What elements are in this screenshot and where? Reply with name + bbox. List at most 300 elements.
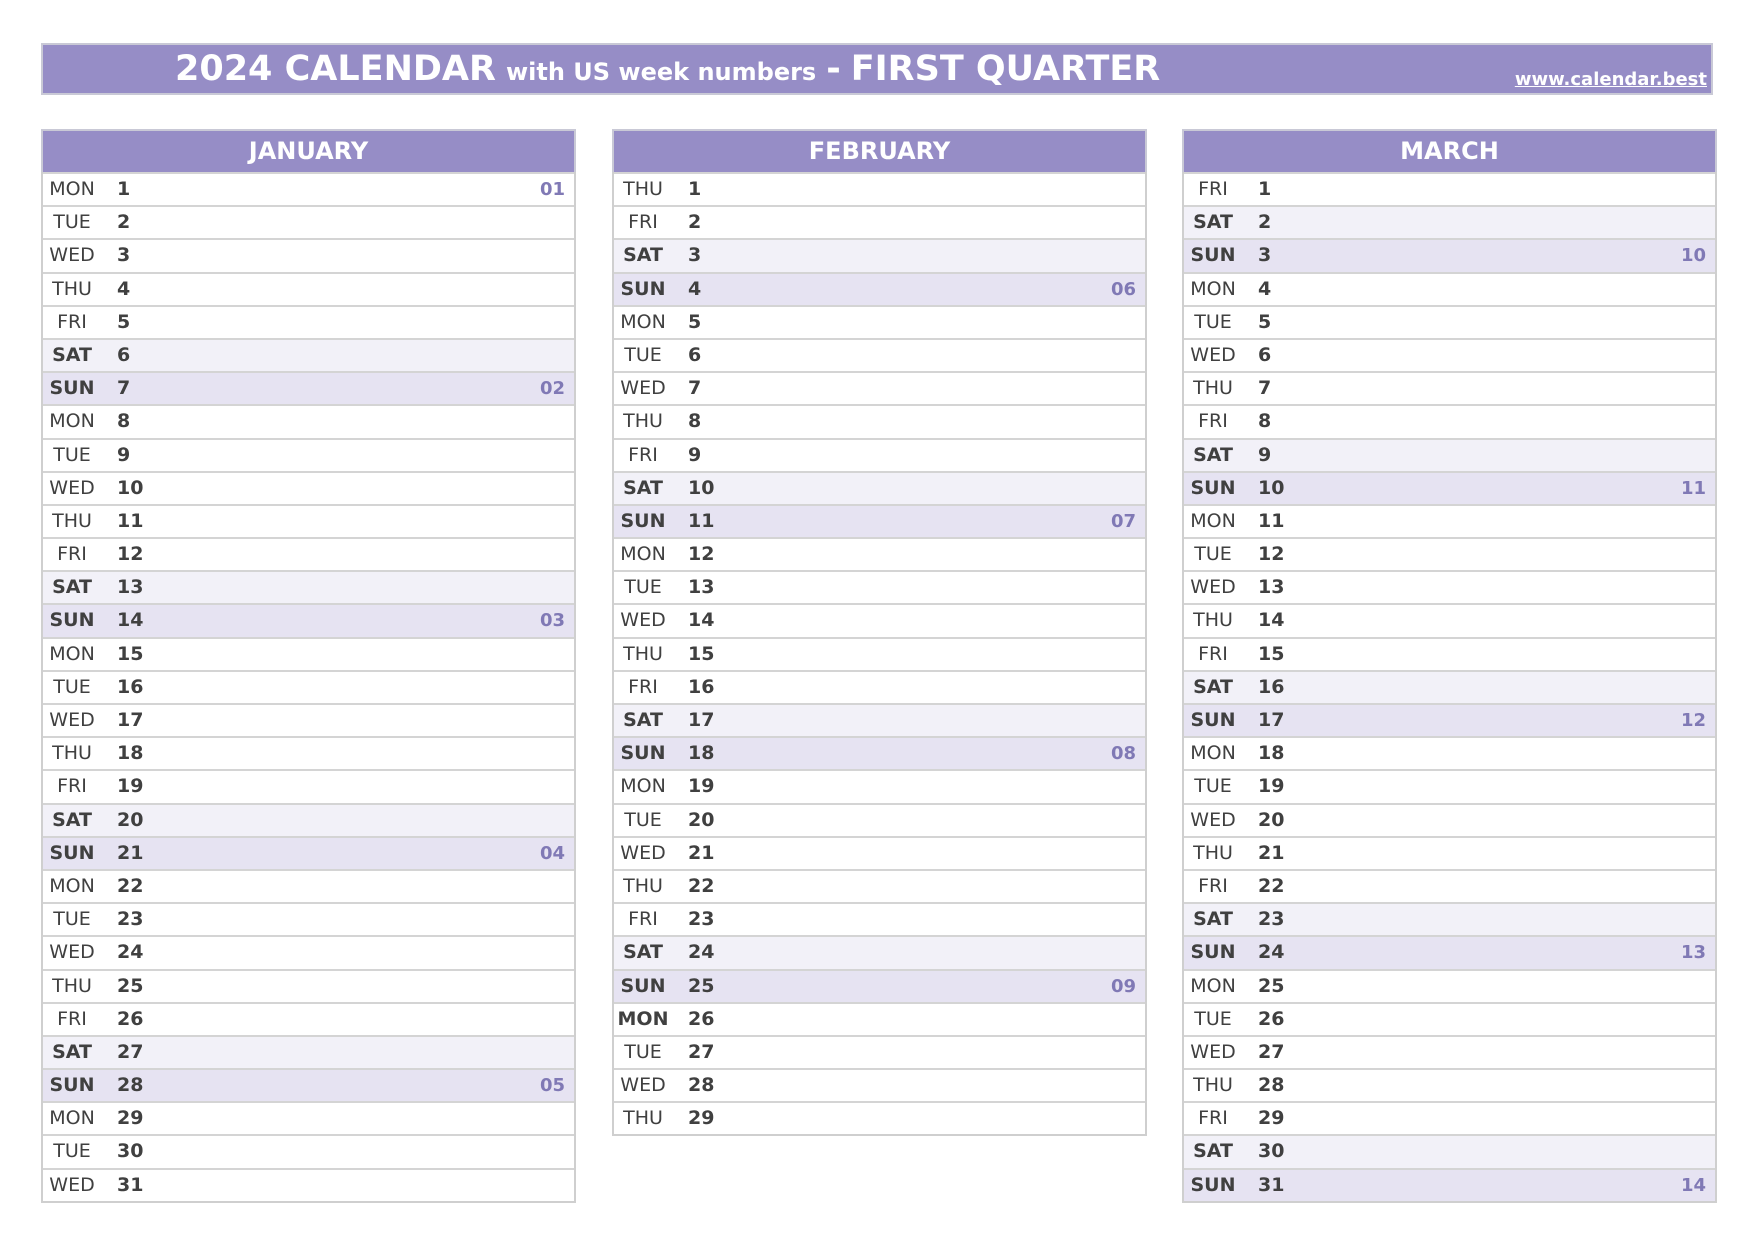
day-row bbox=[614, 404, 1145, 437]
weekday-label: FRI bbox=[1198, 642, 1228, 665]
weekday-label: WED bbox=[49, 709, 95, 731]
day-row bbox=[43, 1068, 574, 1101]
day-number: 8 bbox=[117, 410, 131, 433]
day-row bbox=[43, 1035, 574, 1068]
day-number: 13 bbox=[117, 576, 144, 599]
day-row bbox=[43, 1134, 574, 1167]
day-row bbox=[1184, 1134, 1715, 1167]
weekday-label: FRI bbox=[628, 675, 658, 698]
day-number: 31 bbox=[117, 1173, 144, 1196]
day-row bbox=[43, 902, 574, 935]
day-row bbox=[614, 902, 1145, 935]
day-row bbox=[43, 670, 574, 703]
day-row bbox=[1184, 504, 1715, 537]
weekday-label: SUN bbox=[49, 1074, 95, 1097]
day-number: 30 bbox=[1258, 1140, 1285, 1163]
day-row bbox=[1184, 637, 1715, 670]
day-row bbox=[43, 471, 574, 504]
week-number: 12 bbox=[1680, 710, 1706, 731]
day-row bbox=[1184, 803, 1715, 836]
weekday-label: MON bbox=[1190, 742, 1236, 765]
day-number: 6 bbox=[688, 343, 702, 366]
weekday-label: WED bbox=[1190, 576, 1236, 599]
title-dash: - bbox=[826, 49, 841, 89]
day-number: 4 bbox=[117, 277, 131, 300]
day-row bbox=[43, 736, 574, 769]
day-list bbox=[1182, 172, 1717, 1203]
weekday-label: THU bbox=[623, 410, 663, 433]
day-number: 30 bbox=[117, 1140, 144, 1163]
day-number: 24 bbox=[117, 941, 144, 964]
day-number: 14 bbox=[117, 609, 144, 632]
day-number: 15 bbox=[117, 642, 144, 665]
weekday-label: SUN bbox=[620, 974, 666, 997]
weekday-label: THU bbox=[623, 1107, 663, 1130]
month-march bbox=[1182, 129, 1717, 1203]
week-number: 08 bbox=[1110, 743, 1136, 765]
day-number: 9 bbox=[688, 443, 702, 466]
day-row bbox=[614, 1068, 1145, 1101]
day-number: 6 bbox=[117, 343, 131, 366]
weekday-label: MON bbox=[1190, 974, 1236, 997]
day-row bbox=[1184, 238, 1715, 271]
day-number: 26 bbox=[117, 1007, 144, 1030]
week-number: 02 bbox=[539, 378, 565, 400]
day-row bbox=[43, 338, 574, 371]
day-number: 27 bbox=[117, 1040, 144, 1063]
weekday-label: TUE bbox=[624, 1040, 662, 1063]
day-row bbox=[1184, 537, 1715, 570]
title-quarter: FIRST QUARTER bbox=[850, 49, 1161, 89]
day-number: 1 bbox=[117, 178, 131, 200]
weekday-label: TUE bbox=[53, 1140, 91, 1163]
day-number: 15 bbox=[688, 642, 715, 665]
weekday-label: FRI bbox=[628, 908, 658, 931]
weekday-label: FRI bbox=[57, 1007, 87, 1030]
weekday-label: SAT bbox=[623, 709, 663, 731]
weekday-label: TUE bbox=[53, 675, 91, 698]
day-number: 21 bbox=[117, 841, 144, 864]
day-row bbox=[43, 305, 574, 338]
day-number: 20 bbox=[688, 808, 715, 831]
day-number: 11 bbox=[1258, 509, 1285, 532]
weekday-label: TUE bbox=[624, 343, 662, 366]
day-row bbox=[614, 1002, 1145, 1035]
day-row bbox=[614, 769, 1145, 802]
weekday-label: MON bbox=[620, 775, 666, 798]
weekday-label: FRI bbox=[1198, 874, 1228, 897]
weekday-label: MON bbox=[620, 310, 666, 333]
weekday-label: FRI bbox=[628, 443, 658, 466]
weekday-label: SAT bbox=[623, 476, 663, 499]
day-number: 22 bbox=[688, 874, 715, 897]
weekday-label: SUN bbox=[49, 841, 95, 864]
day-number: 10 bbox=[688, 476, 715, 499]
weekday-label: WED bbox=[620, 1074, 666, 1097]
day-number: 16 bbox=[1258, 675, 1285, 698]
day-number: 10 bbox=[1258, 476, 1285, 499]
day-number: 3 bbox=[688, 244, 702, 267]
day-number: 5 bbox=[1258, 310, 1272, 333]
week-number: 06 bbox=[1110, 278, 1136, 300]
day-row bbox=[43, 272, 574, 305]
day-number: 25 bbox=[1258, 974, 1285, 997]
weekday-label: WED bbox=[620, 841, 666, 864]
day-row bbox=[614, 504, 1145, 537]
weekday-label: SAT bbox=[52, 1040, 92, 1063]
week-number: 04 bbox=[539, 842, 565, 864]
weekday-label: FRI bbox=[1198, 178, 1228, 200]
weekday-label: WED bbox=[1190, 808, 1236, 831]
day-number: 25 bbox=[117, 974, 144, 997]
weekday-label: FRI bbox=[1198, 1107, 1228, 1130]
weekday-label: SAT bbox=[1193, 908, 1233, 931]
weekday-label: TUE bbox=[53, 908, 91, 931]
week-number: 14 bbox=[1680, 1174, 1706, 1196]
day-number: 12 bbox=[117, 543, 144, 566]
weekday-label: FRI bbox=[628, 211, 658, 234]
weekday-label: SUN bbox=[620, 509, 666, 532]
day-row bbox=[1184, 570, 1715, 603]
day-number: 28 bbox=[117, 1074, 144, 1097]
day-row bbox=[43, 603, 574, 636]
day-number: 3 bbox=[1258, 244, 1272, 267]
day-row bbox=[43, 404, 574, 437]
weekday-label: SUN bbox=[1190, 244, 1236, 267]
day-row bbox=[1184, 471, 1715, 504]
day-row bbox=[43, 537, 574, 570]
weekday-label: THU bbox=[623, 874, 663, 897]
weekday-label: THU bbox=[52, 742, 92, 765]
day-number: 24 bbox=[688, 941, 715, 964]
weekday-label: SAT bbox=[52, 808, 92, 831]
day-number: 28 bbox=[688, 1074, 715, 1097]
day-row bbox=[614, 172, 1145, 205]
day-number: 26 bbox=[1258, 1007, 1285, 1030]
day-row bbox=[614, 537, 1145, 570]
weekday-label: WED bbox=[49, 476, 95, 499]
day-row bbox=[1184, 603, 1715, 636]
weekday-label: WED bbox=[620, 377, 666, 400]
day-row bbox=[614, 969, 1145, 1002]
day-row bbox=[43, 1101, 574, 1134]
weekday-label: TUE bbox=[1194, 543, 1232, 566]
weekday-label: WED bbox=[49, 941, 95, 964]
day-row bbox=[614, 438, 1145, 471]
day-number: 19 bbox=[1258, 775, 1285, 798]
week-number: 09 bbox=[1110, 975, 1136, 997]
day-number: 1 bbox=[688, 178, 702, 200]
day-number: 22 bbox=[1258, 874, 1285, 897]
weekday-label: SUN bbox=[49, 377, 95, 400]
day-row bbox=[1184, 869, 1715, 902]
website-link[interactable]: www.calendar.best bbox=[1514, 69, 1707, 90]
day-row bbox=[43, 1002, 574, 1035]
day-row bbox=[1184, 272, 1715, 305]
weekday-label: MON bbox=[1190, 509, 1236, 532]
weekday-label: THU bbox=[623, 178, 663, 200]
weekday-label: SAT bbox=[52, 343, 92, 366]
weekday-label: SAT bbox=[1193, 1140, 1233, 1163]
day-row bbox=[614, 869, 1145, 902]
weekday-label: FRI bbox=[1198, 410, 1228, 433]
day-row bbox=[614, 1035, 1145, 1068]
weekday-label: SAT bbox=[1193, 443, 1233, 466]
day-number: 23 bbox=[117, 908, 144, 931]
weekday-label: FRI bbox=[57, 543, 87, 566]
weekday-label: TUE bbox=[53, 211, 91, 234]
day-number: 16 bbox=[117, 675, 144, 698]
day-row bbox=[614, 205, 1145, 238]
day-number: 29 bbox=[117, 1107, 144, 1130]
weekday-label: SAT bbox=[623, 244, 663, 267]
day-number: 8 bbox=[688, 410, 702, 433]
day-row bbox=[1184, 305, 1715, 338]
title-subtitle: with US week numbers bbox=[505, 58, 817, 86]
day-number: 3 bbox=[117, 244, 131, 267]
day-row bbox=[43, 803, 574, 836]
day-row bbox=[1184, 172, 1715, 205]
day-number: 27 bbox=[1258, 1040, 1285, 1063]
weekday-label: WED bbox=[1190, 343, 1236, 366]
day-row bbox=[614, 803, 1145, 836]
day-row bbox=[43, 172, 574, 205]
day-row bbox=[1184, 1101, 1715, 1134]
weekday-label: MON bbox=[49, 178, 95, 200]
day-row bbox=[1184, 371, 1715, 404]
day-row bbox=[1184, 1168, 1715, 1201]
day-row bbox=[614, 238, 1145, 271]
day-row bbox=[614, 935, 1145, 968]
day-row bbox=[614, 603, 1145, 636]
weekday-label: THU bbox=[52, 974, 92, 997]
weekday-label: TUE bbox=[1194, 1007, 1232, 1030]
day-number: 23 bbox=[688, 908, 715, 931]
weekday-label: TUE bbox=[1194, 310, 1232, 333]
month-february bbox=[612, 129, 1147, 1136]
title-main: 2024 CALENDAR bbox=[175, 49, 496, 89]
weekday-label: SUN bbox=[49, 609, 95, 632]
weekday-label: TUE bbox=[624, 576, 662, 599]
day-number: 26 bbox=[688, 1007, 715, 1030]
day-list bbox=[612, 172, 1147, 1136]
day-number: 5 bbox=[688, 310, 702, 333]
weekday-label: TUE bbox=[624, 808, 662, 831]
weekday-label: THU bbox=[1193, 377, 1233, 400]
weekday-label: MON bbox=[49, 642, 95, 665]
day-number: 4 bbox=[1258, 277, 1272, 300]
day-number: 7 bbox=[1258, 377, 1272, 400]
day-number: 23 bbox=[1258, 908, 1285, 931]
day-row bbox=[43, 637, 574, 670]
page-title bbox=[175, 45, 1160, 93]
day-number: 14 bbox=[688, 609, 715, 632]
day-row bbox=[43, 935, 574, 968]
week-number: 05 bbox=[539, 1075, 565, 1097]
weekday-label: THU bbox=[1193, 609, 1233, 632]
day-row bbox=[614, 471, 1145, 504]
day-number: 12 bbox=[1258, 543, 1285, 566]
weekday-label: THU bbox=[52, 277, 92, 300]
day-number: 7 bbox=[117, 377, 131, 400]
weekday-label: WED bbox=[49, 1173, 95, 1196]
day-list bbox=[41, 172, 576, 1203]
day-number: 29 bbox=[1258, 1107, 1285, 1130]
day-number: 21 bbox=[688, 841, 715, 864]
weekday-label: SAT bbox=[52, 576, 92, 599]
day-number: 29 bbox=[688, 1107, 715, 1130]
day-row bbox=[1184, 205, 1715, 238]
month-january bbox=[41, 129, 576, 1203]
day-row bbox=[43, 769, 574, 802]
day-number: 22 bbox=[117, 874, 144, 897]
day-row bbox=[43, 869, 574, 902]
day-row bbox=[614, 272, 1145, 305]
day-number: 27 bbox=[688, 1040, 715, 1063]
day-row bbox=[1184, 969, 1715, 1002]
day-row bbox=[1184, 404, 1715, 437]
day-row bbox=[614, 338, 1145, 371]
day-number: 19 bbox=[117, 775, 144, 798]
weekday-label: SUN bbox=[620, 742, 666, 765]
day-number: 11 bbox=[688, 509, 715, 532]
day-row bbox=[1184, 769, 1715, 802]
day-number: 31 bbox=[1258, 1173, 1285, 1196]
weekday-label: TUE bbox=[1194, 775, 1232, 798]
weekday-label: FRI bbox=[57, 310, 87, 333]
day-number: 21 bbox=[1258, 841, 1285, 864]
day-row bbox=[614, 371, 1145, 404]
weekday-label: SUN bbox=[1190, 709, 1236, 731]
week-number: 11 bbox=[1680, 477, 1706, 499]
day-row bbox=[614, 703, 1145, 736]
day-row bbox=[43, 238, 574, 271]
day-number: 28 bbox=[1258, 1074, 1285, 1097]
day-number: 20 bbox=[117, 808, 144, 831]
day-row bbox=[1184, 1002, 1715, 1035]
day-number: 2 bbox=[1258, 211, 1272, 234]
weekday-label: SUN bbox=[1190, 941, 1236, 964]
week-number: 10 bbox=[1680, 245, 1706, 267]
day-row bbox=[1184, 935, 1715, 968]
day-number: 10 bbox=[117, 476, 144, 499]
weekday-label: MON bbox=[49, 1107, 95, 1130]
weekday-label: SUN bbox=[1190, 476, 1236, 499]
month-header: MARCH bbox=[1182, 129, 1717, 172]
day-row bbox=[1184, 902, 1715, 935]
weekday-label: SUN bbox=[1190, 1173, 1236, 1196]
day-number: 9 bbox=[117, 443, 131, 466]
weekday-label: WED bbox=[620, 609, 666, 632]
weekday-label: WED bbox=[49, 244, 95, 267]
day-number: 13 bbox=[688, 576, 715, 599]
day-row bbox=[1184, 1068, 1715, 1101]
day-number: 9 bbox=[1258, 443, 1272, 466]
weekday-label: MON bbox=[49, 874, 95, 897]
day-row bbox=[1184, 670, 1715, 703]
weekday-label: MON bbox=[1190, 277, 1236, 300]
day-number: 19 bbox=[688, 775, 715, 798]
day-row bbox=[614, 637, 1145, 670]
day-row bbox=[43, 371, 574, 404]
day-row bbox=[614, 670, 1145, 703]
day-number: 18 bbox=[117, 742, 144, 765]
week-number: 13 bbox=[1680, 942, 1706, 964]
day-row bbox=[43, 1168, 574, 1201]
weekday-label: SAT bbox=[1193, 675, 1233, 698]
day-row bbox=[43, 438, 574, 471]
week-number: 03 bbox=[539, 610, 565, 632]
weekday-label: THU bbox=[623, 642, 663, 665]
day-number: 17 bbox=[688, 709, 715, 731]
day-row bbox=[614, 570, 1145, 603]
day-row bbox=[43, 703, 574, 736]
day-number: 16 bbox=[688, 675, 715, 698]
weekday-label: MON bbox=[617, 1007, 669, 1030]
week-number: 01 bbox=[539, 179, 565, 200]
day-number: 1 bbox=[1258, 178, 1272, 200]
day-number: 13 bbox=[1258, 576, 1285, 599]
title-banner bbox=[41, 43, 1713, 95]
weekday-label: SUN bbox=[620, 277, 666, 300]
day-number: 7 bbox=[688, 377, 702, 400]
day-row bbox=[1184, 1035, 1715, 1068]
day-number: 2 bbox=[688, 211, 702, 234]
day-row bbox=[43, 836, 574, 869]
month-header: JANUARY bbox=[41, 129, 576, 172]
weekday-label: THU bbox=[1193, 841, 1233, 864]
day-number: 8 bbox=[1258, 410, 1272, 433]
weekday-label: MON bbox=[49, 410, 95, 433]
weekday-label: THU bbox=[1193, 1074, 1233, 1097]
month-header: FEBRUARY bbox=[612, 129, 1147, 172]
day-number: 24 bbox=[1258, 941, 1285, 964]
week-number: 07 bbox=[1110, 510, 1136, 532]
day-number: 6 bbox=[1258, 343, 1272, 366]
day-number: 2 bbox=[117, 211, 131, 234]
day-row bbox=[614, 736, 1145, 769]
day-row bbox=[614, 836, 1145, 869]
weekday-label: WED bbox=[1190, 1040, 1236, 1063]
day-row bbox=[614, 305, 1145, 338]
weekday-label: THU bbox=[52, 509, 92, 532]
day-number: 17 bbox=[117, 709, 144, 731]
day-number: 15 bbox=[1258, 642, 1285, 665]
day-row bbox=[43, 969, 574, 1002]
weekday-label: TUE bbox=[53, 443, 91, 466]
day-row bbox=[1184, 736, 1715, 769]
day-number: 25 bbox=[688, 974, 715, 997]
day-row bbox=[43, 504, 574, 537]
day-number: 14 bbox=[1258, 609, 1285, 632]
day-number: 5 bbox=[117, 310, 131, 333]
day-number: 17 bbox=[1258, 709, 1285, 731]
day-row bbox=[1184, 703, 1715, 736]
day-number: 12 bbox=[688, 543, 715, 566]
day-number: 18 bbox=[1258, 742, 1285, 765]
day-row bbox=[614, 1101, 1145, 1134]
day-row bbox=[43, 570, 574, 603]
weekday-label: FRI bbox=[57, 775, 87, 798]
day-row bbox=[1184, 836, 1715, 869]
day-row bbox=[1184, 338, 1715, 371]
weekday-label: SAT bbox=[1193, 211, 1233, 234]
day-row bbox=[43, 205, 574, 238]
day-number: 18 bbox=[688, 742, 715, 765]
weekday-label: SAT bbox=[623, 941, 663, 964]
day-number: 4 bbox=[688, 277, 702, 300]
day-row bbox=[1184, 438, 1715, 471]
